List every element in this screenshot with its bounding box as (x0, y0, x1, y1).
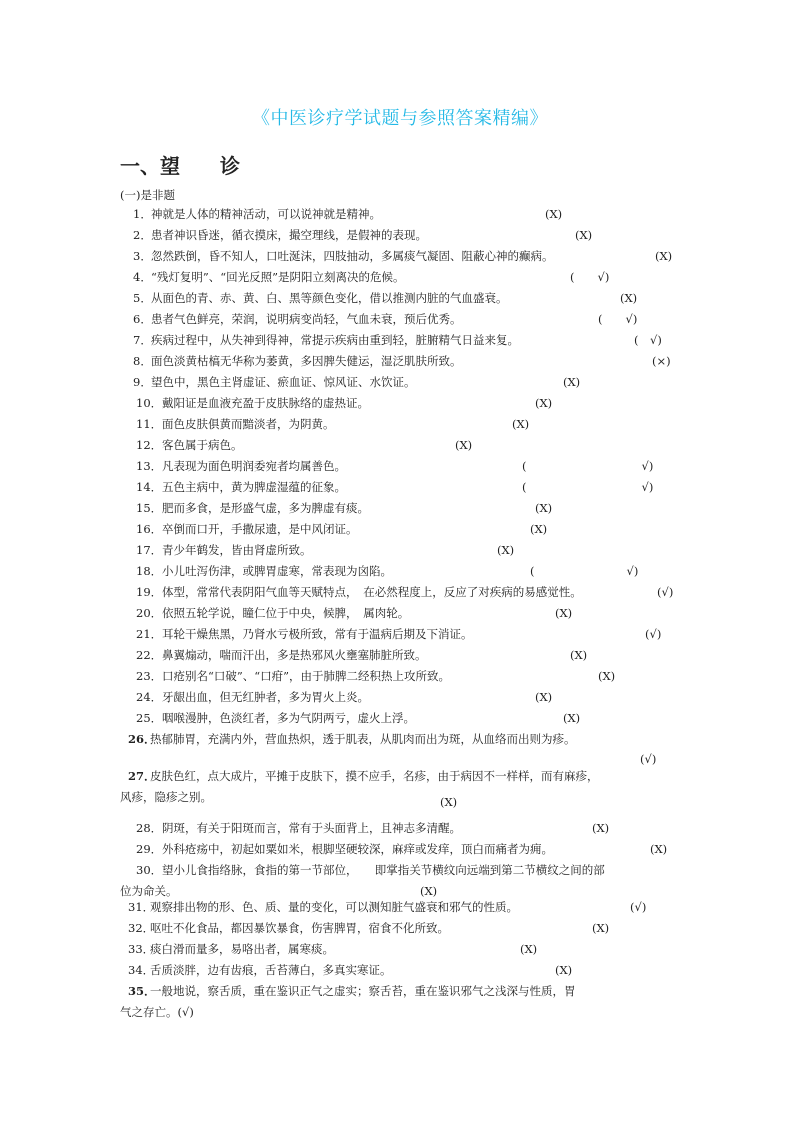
question-number: 6． (133, 312, 152, 326)
answer-mark: (X) (620, 291, 638, 305)
question-text: 客色属于病色。 (162, 438, 243, 452)
answer-mark: ( √) (522, 459, 654, 473)
page-title: 《中医诊疗学试题与参照答案精编》 (252, 108, 548, 129)
question-number: 14． (136, 480, 163, 494)
question-number: 2． (133, 228, 152, 242)
question-text: 卒倒而口开，手撒尿遗，是中风闭证。 (162, 522, 358, 536)
question-text: 体型，常常代表阴阳气血等天赋特点， 在必然程度上，反应了对疾病的易感觉性。 (162, 585, 582, 599)
answer-mark: (X) (520, 942, 538, 956)
question-text: 患者神识昏迷，循衣摸床，撮空理线，是假神的表现。 (151, 228, 427, 242)
question-text: 外科疮疡中，初起如粟如米，根脚坚硬较深，麻痒或发痒，顶白而痛者为痈。 (162, 842, 553, 856)
question-text: 神就是人体的精神活动，可以说神就是精神。 (151, 207, 381, 221)
question-text: 凡表现为面色明润委宛者均属善色。 (162, 459, 346, 473)
question-text: 面色淡黄枯槁无华称为萎黄，多因脾失健运，湿泛肌肤所致。 (151, 354, 462, 368)
question-number: 15． (136, 501, 163, 515)
question-number: 29． (136, 842, 163, 856)
answer-mark: (√) (640, 752, 657, 766)
question-number: 8． (133, 354, 152, 368)
question-number: 4． (133, 270, 152, 284)
question-number: 35． (128, 984, 156, 998)
answer-mark: (X) (420, 884, 438, 898)
answer-mark: (X) (497, 543, 515, 557)
question-text: 望小儿食指络脉，食指的第一节部位， 即掌指关节横纹向远端到第二节横纹之间的部 (162, 863, 605, 877)
question-number: 33． (128, 942, 155, 956)
answer-mark: (X) (592, 821, 610, 835)
question-text: 从面色的青、赤、黄、白、黑等颜色变化，借以推测内脏的气血盛衰。 (151, 291, 508, 305)
answer-mark: (X) (512, 417, 530, 431)
question-number: 22． (136, 648, 163, 662)
question-text-continued: 气之存亡。(√) (120, 1005, 194, 1019)
answer-mark: (X) (455, 438, 473, 452)
question-text: 耳轮干燥焦黑，乃肾水亏极所致，常有于温病后期及下消证。 (162, 627, 473, 641)
answer-mark: ( √) (530, 564, 639, 578)
answer-mark: (×) (652, 354, 671, 368)
question-text: 皮肤色红，点大成片，平摊于皮肤下，摸不应手，名疹，由于病因不一样样，而有麻疹， (150, 769, 599, 783)
question-text: 鼻翼煽动，喘而汗出，多是热邪风火壅塞肺脏所致。 (162, 648, 427, 662)
question-text: 牙龈出血，但无红肿者，多为胃火上炎。 (162, 690, 369, 704)
answer-mark: (√) (645, 627, 662, 641)
question-number: 18． (136, 564, 163, 578)
question-text: 五色主病中，黄为脾虚湿蕴的征象。 (162, 480, 346, 494)
question-number: 11． (136, 417, 163, 431)
question-number: 17． (136, 543, 163, 557)
answer-mark: (X) (440, 795, 458, 809)
answer-mark: (X) (535, 396, 553, 410)
question-text: 观察排出物的形、色、质、量的变化，可以测知脏气盛衰和邪气的性质。 (150, 900, 518, 914)
question-number: 16． (136, 522, 163, 536)
answer-mark: (√) (657, 585, 674, 599)
question-text: 口疮别名“口破”、“口疳”，由于肺脾二经积热上攻所致。 (162, 669, 451, 683)
question-number: 19． (136, 585, 163, 599)
question-number: 32． (128, 921, 155, 935)
question-number: 20． (136, 606, 163, 620)
question-number: 26． (128, 732, 156, 746)
question-text: 依照五轮学说，瞳仁位于中央，候脾， 属肉轮。 (162, 606, 410, 620)
answer-mark: (X) (535, 501, 553, 515)
subsection-heading: (一)是非题 (120, 188, 175, 202)
answer-mark: (X) (575, 228, 593, 242)
answer-mark: (X) (655, 249, 673, 263)
question-text: 患者气色鲜亮，荣润，说明病变尚轻，气血未衰，预后优秀。 (151, 312, 462, 326)
question-text-continued: 风疹，隐疹之别。 (120, 790, 212, 804)
question-number: 28． (136, 821, 163, 835)
question-text: 肥而多食，是形盛气虚，多为脾虚有痰。 (162, 501, 369, 515)
answer-mark: (X) (563, 375, 581, 389)
question-number: 23． (136, 669, 163, 683)
answer-mark: (X) (570, 648, 588, 662)
answer-mark: ( √) (634, 333, 662, 347)
question-number: 7． (133, 333, 152, 347)
question-number: 25． (136, 711, 163, 725)
question-text: 小儿吐泻伤津，或脾胃虚寒，常表现为囟陷。 (162, 564, 392, 578)
question-text: 疾病过程中，从失神到得神，常提示疾病由重到轻，脏腑精气日益来复。 (151, 333, 519, 347)
question-text: 面色皮肤俱黄而黯淡者，为阴黄。 (162, 417, 335, 431)
answer-mark: ( √) (598, 312, 638, 326)
answer-mark: (X) (650, 842, 668, 856)
answer-mark: (√) (630, 900, 647, 914)
answer-mark: ( √) (570, 270, 610, 284)
question-number: 21． (136, 627, 163, 641)
question-text: 青少年鹤发，皆由肾虚所致。 (162, 543, 312, 557)
question-number: 30． (136, 863, 163, 877)
question-text: 痰白滑而量多，易咯出者，属寒痰。 (150, 942, 334, 956)
answer-mark: (X) (555, 606, 573, 620)
question-text: 热郁肺胃，充满内外，营血热炽，透于肌表，从肌肉而出为斑，从血络而出则为疹。 (150, 732, 576, 746)
question-number: 10． (136, 396, 163, 410)
answer-mark: (X) (545, 207, 563, 221)
answer-mark: (X) (535, 690, 553, 704)
question-number: 31． (128, 900, 155, 914)
question-number: 3． (133, 249, 152, 263)
section-heading: 一、望 诊 (120, 154, 240, 178)
question-text: 呕吐不化食品，都因暴饮暴食，伤害脾胃，宿食不化所致。 (150, 921, 449, 935)
answer-mark: (X) (563, 711, 581, 725)
question-number: 12． (136, 438, 163, 452)
question-number: 1． (133, 207, 152, 221)
answer-mark: ( √) (522, 480, 654, 494)
question-text: 阴斑，有关于阳斑而言，常有于头面背上，且神志多清醒。 (162, 821, 461, 835)
answer-mark: (X) (598, 669, 616, 683)
question-text: 舌质淡胖，边有齿痕，舌苔薄白，多真实寒证。 (150, 963, 392, 977)
question-number: 34． (128, 963, 155, 977)
answer-mark: (X) (555, 963, 573, 977)
question-number: 9． (133, 375, 152, 389)
question-text: 忽然跌倒，昏不知人，口吐涎沫，四肢抽动，多属痰气凝固、阻蔽心神的癫病。 (151, 249, 554, 263)
question-text: 望色中，黑色主肾虚证、瘀血证、惊风证、水饮证。 (151, 375, 416, 389)
question-text: 一般地说，察舌质，重在鉴识正气之虚实；察舌苔，重在鉴识邪气之浅深与性质，胃 (150, 984, 576, 998)
question-number: 5． (133, 291, 152, 305)
question-number: 13． (136, 459, 163, 473)
question-text: 咽喉漫肿，色淡红者，多为气阴两亏，虚火上浮。 (162, 711, 415, 725)
answer-mark: (X) (530, 522, 548, 536)
question-text: 戴阳证是血液充盈于皮肤脉络的虚热证。 (162, 396, 369, 410)
question-number: 27． (128, 769, 156, 783)
question-text-continued: 位为命关。 (120, 884, 178, 898)
question-number: 24． (136, 690, 163, 704)
question-text: “残灯复明”、“回光反照”是阴阳立刻离决的危候。 (151, 270, 405, 284)
answer-mark: (X) (592, 921, 610, 935)
